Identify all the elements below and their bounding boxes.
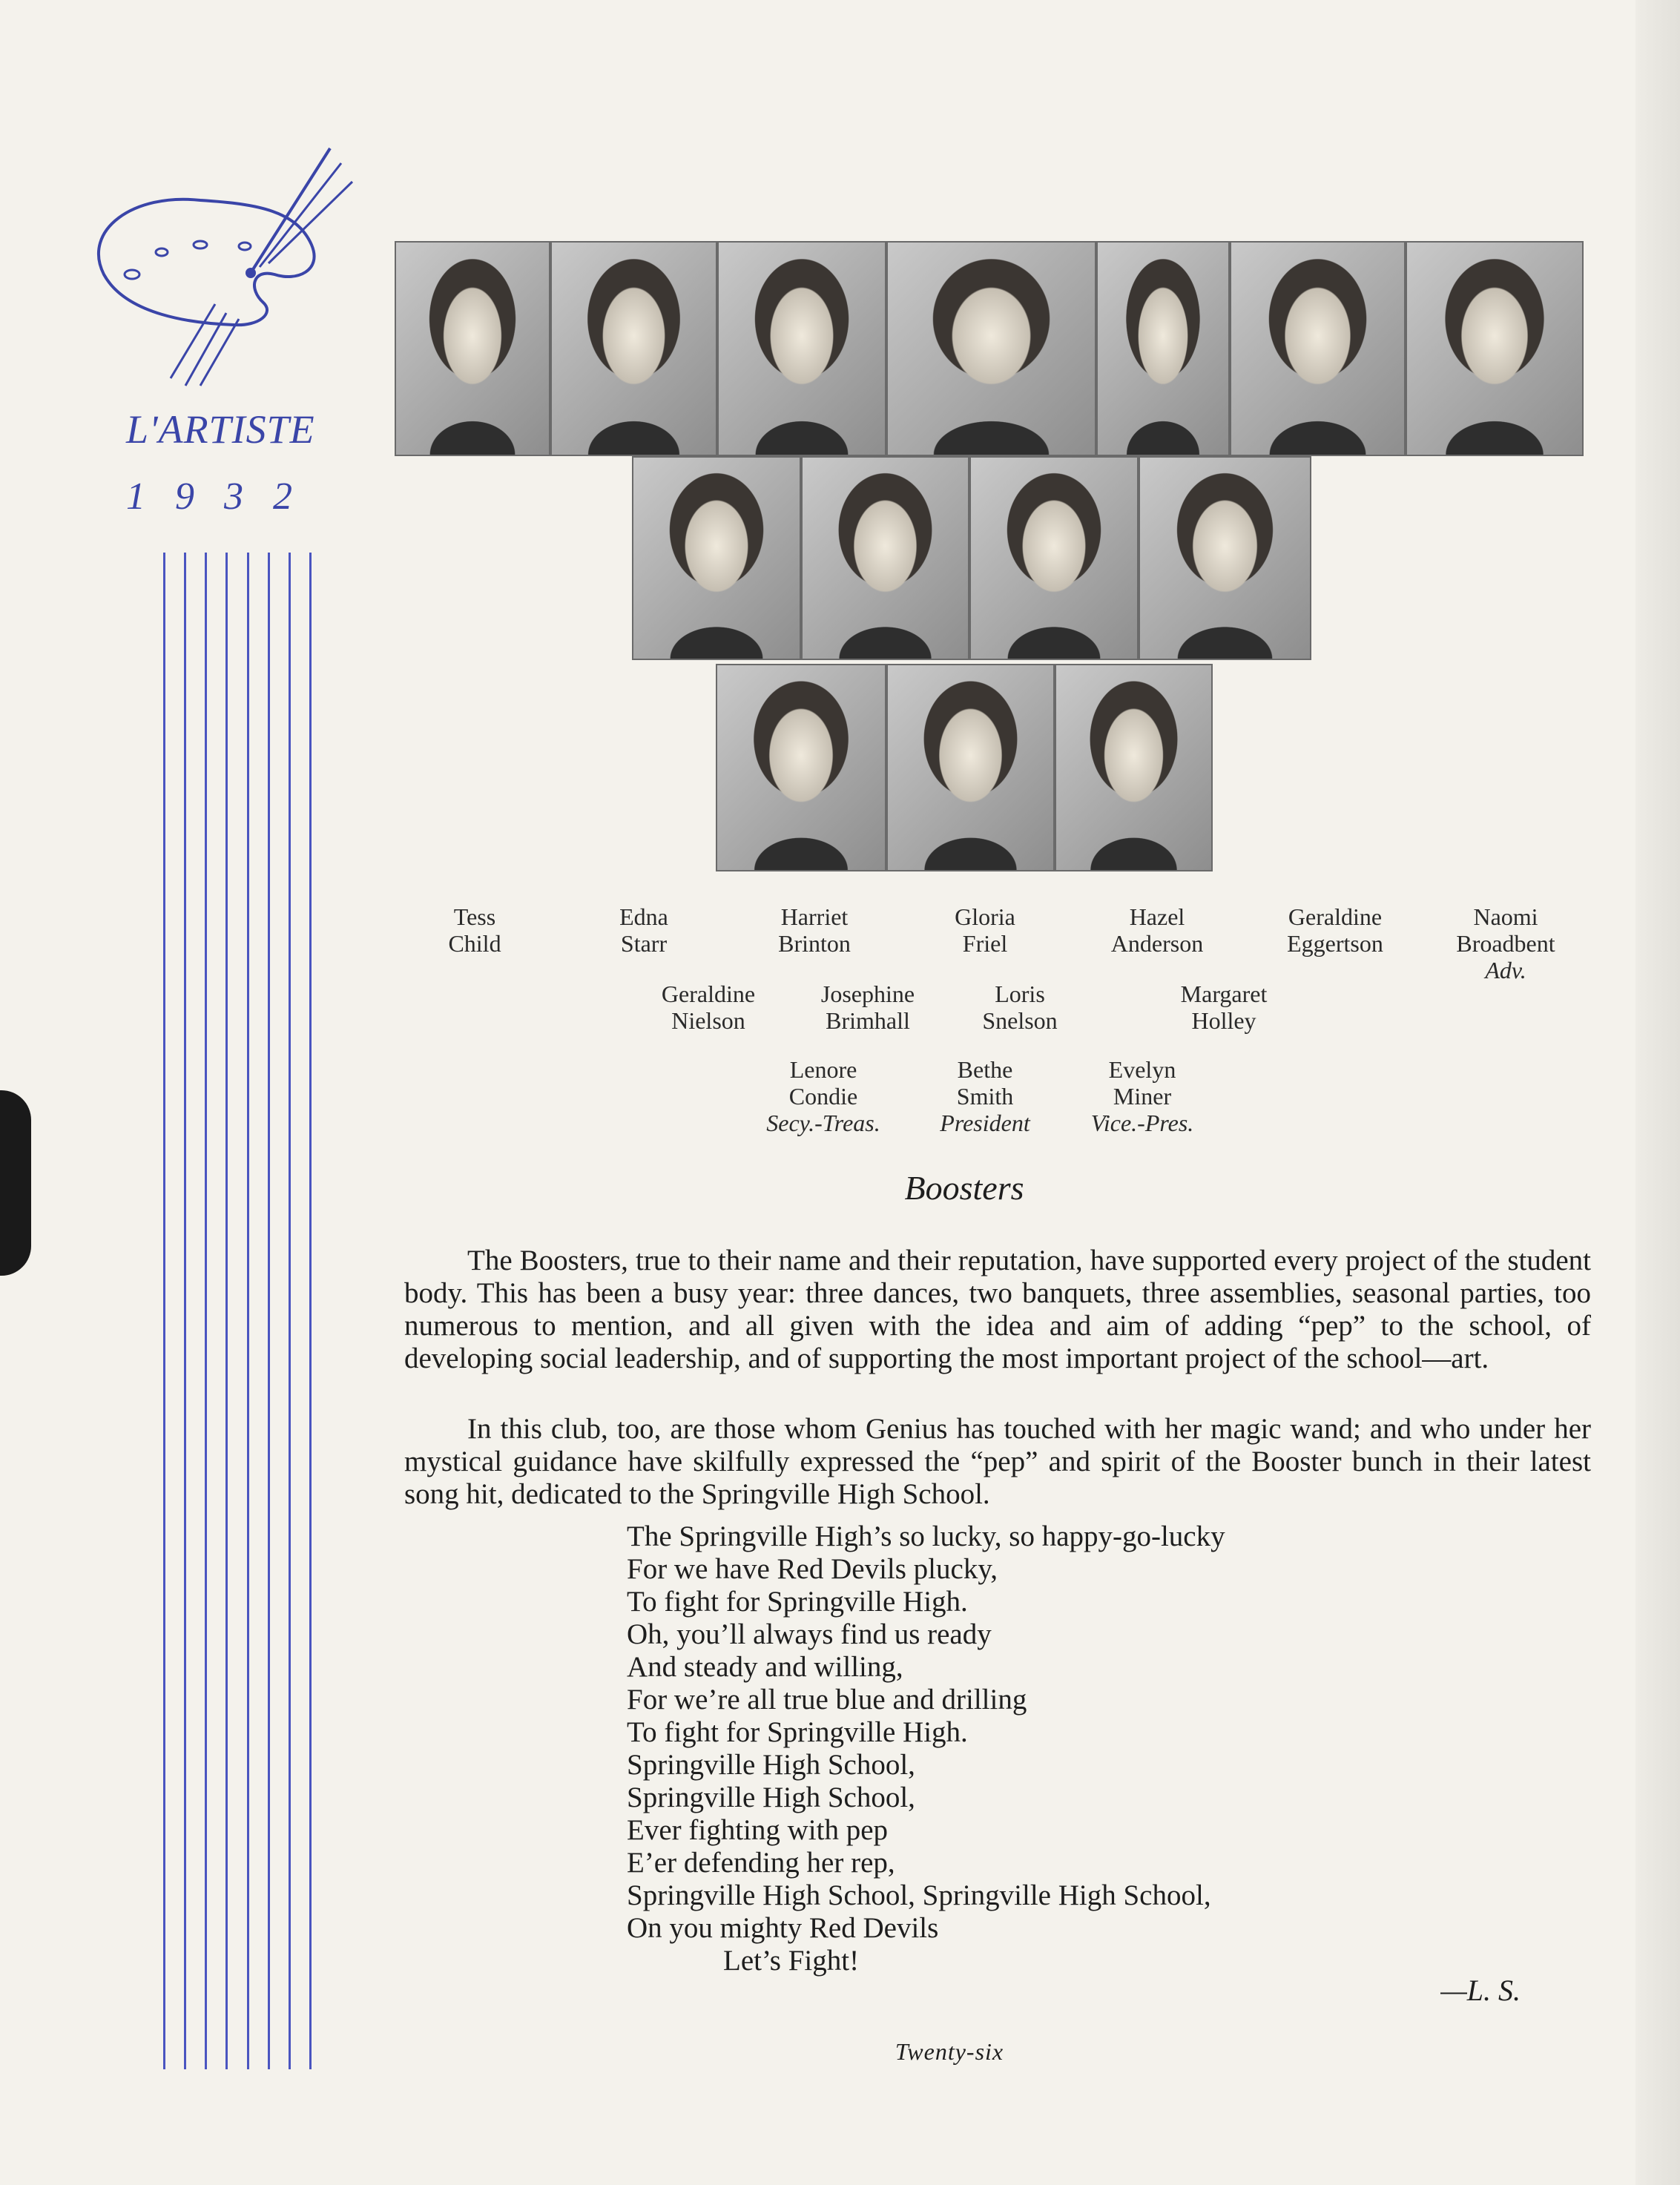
member-first-name: Naomi — [1473, 903, 1538, 930]
member-first-name: Harriet — [780, 903, 849, 930]
song-line: E’er defending her rep, — [627, 1847, 895, 1879]
member-first-name: Gloria — [955, 903, 1015, 930]
yearbook-title: L'ARTISTE — [126, 407, 315, 452]
member-first-name: Hazel — [1129, 903, 1185, 930]
artist-palette-icon — [74, 141, 356, 393]
song-line: For we’re all true blue and drilling — [627, 1684, 1027, 1716]
member-role: Adv. — [1485, 957, 1526, 983]
member-first-name: Evelyn — [1108, 1056, 1176, 1083]
portrait-photo — [717, 241, 886, 456]
article-paragraph: The Boosters, true to their name and their reputation, have supported every project of the student body. This has been a busy year: three dances, two banquets, three assemblies, seasonal parties, too numerous to mention, and all given with the idea and aim of adding “pep” to the school, of developing social leadership, and of supporting the most important project of the school—art. — [404, 1245, 1591, 1374]
portrait-photo — [716, 664, 886, 871]
stripe — [184, 553, 186, 2069]
member-caption — [1254, 903, 1417, 957]
member-last-name: Brimhall — [826, 1007, 910, 1034]
member-last-name: Snelson — [982, 1007, 1058, 1034]
stripe — [247, 553, 249, 2069]
member-caption — [627, 981, 790, 1034]
song-line: Springville High School, Springville High School, — [627, 1879, 1211, 1911]
member-caption — [903, 1056, 1067, 1136]
song-line: Springville High School, — [627, 1749, 915, 1781]
portrait-photo — [886, 664, 1055, 871]
member-last-name: Anderson — [1110, 930, 1204, 957]
member-caption — [1424, 903, 1587, 983]
member-last-name: Miner — [1113, 1083, 1172, 1110]
member-last-name: Starr — [620, 930, 668, 957]
portrait-photo — [1139, 456, 1311, 660]
member-last-name: Holley — [1191, 1007, 1256, 1034]
member-caption — [742, 1056, 905, 1136]
stripe — [205, 553, 207, 2069]
portrait-photo — [550, 241, 717, 456]
song-line: Ever fighting with pep — [627, 1814, 889, 1846]
portrait-photo — [395, 241, 550, 456]
member-last-name: Friel — [962, 930, 1008, 957]
portrait-photo — [886, 241, 1096, 456]
sidebar-stripes — [163, 553, 312, 2069]
stripe — [268, 553, 270, 2069]
stripe — [289, 553, 291, 2069]
song-line: To fight for Springville High. — [627, 1586, 968, 1618]
page-number: Twenty-six — [895, 2038, 1004, 2065]
song-line: Oh, you’ll always find us ready — [627, 1618, 992, 1650]
stripe — [225, 553, 228, 2069]
author-signature: —L. S. — [1440, 1974, 1521, 2007]
portrait-photo — [632, 456, 801, 660]
binder-clip — [0, 1090, 31, 1276]
portrait-photo — [969, 456, 1139, 660]
member-caption — [393, 903, 556, 957]
member-first-name: Tess — [453, 903, 496, 930]
member-last-name: Condie — [788, 1083, 858, 1110]
member-role: Vice.-Pres. — [1090, 1110, 1194, 1136]
stripe — [309, 553, 312, 2069]
member-first-name: Loris — [995, 981, 1045, 1007]
portrait-photo — [1230, 241, 1406, 456]
member-role: Secy.-Treas. — [766, 1110, 880, 1136]
article-heading: Boosters — [904, 1169, 1024, 1207]
member-caption — [786, 981, 949, 1034]
member-caption — [562, 903, 725, 957]
member-first-name: Geraldine — [1288, 903, 1383, 930]
member-caption — [733, 903, 896, 957]
member-caption — [903, 903, 1067, 957]
portrait-photo — [1406, 241, 1584, 456]
member-caption — [1061, 1056, 1224, 1136]
member-role: President — [940, 1110, 1030, 1136]
portrait-photo — [801, 456, 969, 660]
song-line: For we have Red Devils plucky, — [627, 1553, 998, 1585]
member-first-name: Margaret — [1180, 981, 1268, 1007]
member-last-name: Broadbent — [1456, 930, 1555, 957]
song-lyrics — [627, 1520, 1225, 1977]
member-first-name: Lenore — [789, 1056, 857, 1083]
member-caption — [1075, 903, 1239, 957]
yearbook-year: 1932 — [126, 475, 322, 518]
member-last-name: Nielson — [671, 1007, 745, 1034]
member-caption — [1142, 981, 1305, 1034]
member-last-name: Eggertson — [1287, 930, 1383, 957]
portrait-photo — [1055, 664, 1213, 871]
song-line: On you mighty Red Devils — [627, 1912, 939, 1944]
page-edge-shadow — [1635, 0, 1680, 2185]
song-line: And steady and willing, — [627, 1651, 903, 1683]
article-paragraph: In this club, too, are those whom Genius has touched with her magic wand; and who under her mystical guidance have skilfully expressed the “pep” and spirit of the Booster bunch in their latest song hit, dedicated to the Springville High School. — [404, 1413, 1591, 1510]
song-line: To fight for Springville High. — [627, 1716, 968, 1748]
member-first-name: Geraldine — [661, 981, 756, 1007]
song-line: Springville High School, — [627, 1782, 915, 1813]
song-line: Let’s Fight! — [723, 1945, 860, 1977]
member-first-name: Bethe — [957, 1056, 1013, 1083]
member-first-name: Edna — [619, 903, 668, 930]
portrait-photo — [1096, 241, 1230, 456]
member-first-name: Josephine — [820, 981, 915, 1007]
stripe — [163, 553, 165, 2069]
member-last-name: Brinton — [778, 930, 851, 957]
song-line: The Springville High’s so lucky, so happy-go-lucky — [627, 1520, 1225, 1552]
member-last-name: Child — [448, 930, 501, 957]
member-caption — [938, 981, 1101, 1034]
member-last-name: Smith — [956, 1083, 1014, 1110]
